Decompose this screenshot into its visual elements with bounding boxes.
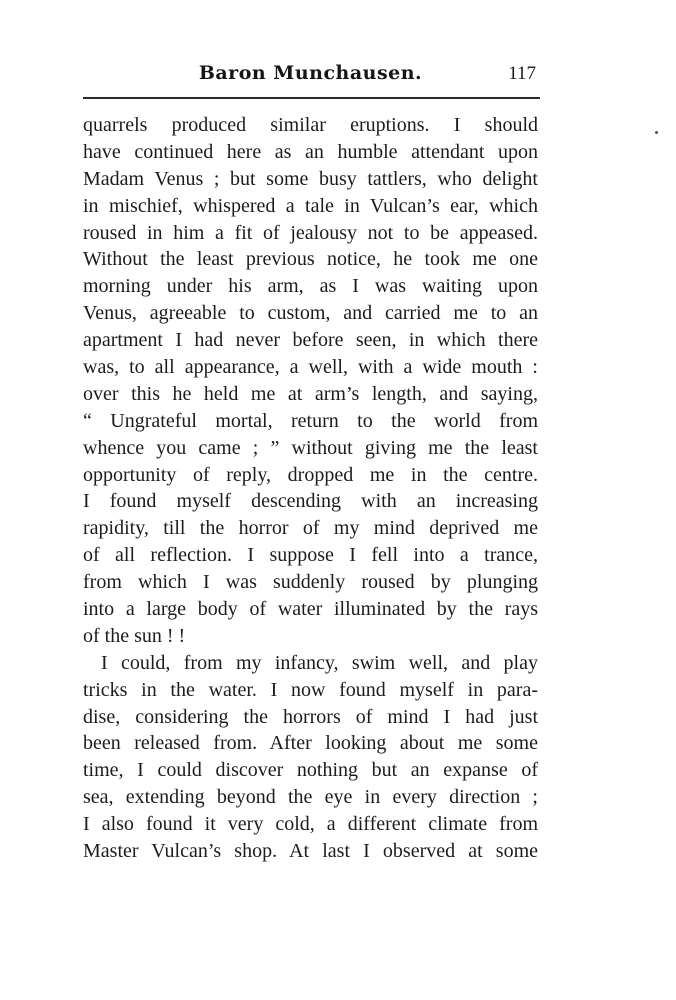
text-line: have continued here as an humble attendant upon (83, 140, 538, 163)
text-line: Master Vulcan’s shop. At last I observed at some (83, 840, 538, 863)
text-line: from which I was suddenly roused by plunging (83, 571, 538, 594)
text-line: been released from. After looking about me some (83, 732, 538, 755)
text-line: rapidity, till the horror of my mind deprived me (83, 517, 538, 540)
text-line: time, I could discover nothing but an expanse of (83, 759, 538, 782)
text-line: apartment I had never before seen, in which there (83, 329, 538, 352)
text-line: of all reflection. I suppose I fell into a trance, (83, 544, 538, 567)
text-line: dise, considering the horrors of mind I had just (83, 705, 538, 728)
text-line: quarrels produced similar eruptions. I should (83, 114, 538, 136)
text-line: opportunity of reply, dropped me in the centre. (83, 463, 538, 486)
header-rule (83, 97, 540, 99)
text-line: morning under his arm, as I was waiting upon (83, 275, 538, 298)
text-line: Venus, agreeable to custom, and carried me to an (83, 302, 538, 325)
running-title: Baron Munchausen. (198, 62, 423, 84)
text-line: Without the least previous notice, he took me one (83, 248, 538, 271)
paper-speck (655, 131, 658, 134)
text-line: in mischief, whispered a tale in Vulcan’s ear, which (83, 194, 538, 217)
text-line: whence you came ; ” without giving me the least (83, 436, 538, 459)
text-line: “ Ungrateful mortal, return to the world from (83, 409, 538, 432)
text-line: I found myself descending with an increasing (83, 490, 538, 513)
page-header (83, 62, 538, 92)
text-line: over this he held me at arm’s length, and saying, (83, 382, 538, 405)
text-line: I could, from my infancy, swim well, and play (101, 651, 538, 674)
text-line: sea, extending beyond the eye in every direction ; (83, 786, 538, 809)
body-text (83, 112, 538, 865)
text-line: I also found it very cold, a different climate from (83, 813, 538, 836)
page-number: 117 (508, 63, 536, 84)
text-line: was, to all appearance, a well, with a wide mouth : (83, 356, 538, 379)
text-line: of the sun ! ! (83, 624, 186, 647)
text-line: Madam Venus ; but some busy tattlers, who delight (83, 167, 538, 190)
text-line: into a large body of water illuminated by the rays (83, 598, 538, 621)
text-line: tricks in the water. I now found myself in para- (83, 678, 538, 701)
text-line: roused in him a fit of jealousy not to be appeased. (83, 221, 538, 244)
